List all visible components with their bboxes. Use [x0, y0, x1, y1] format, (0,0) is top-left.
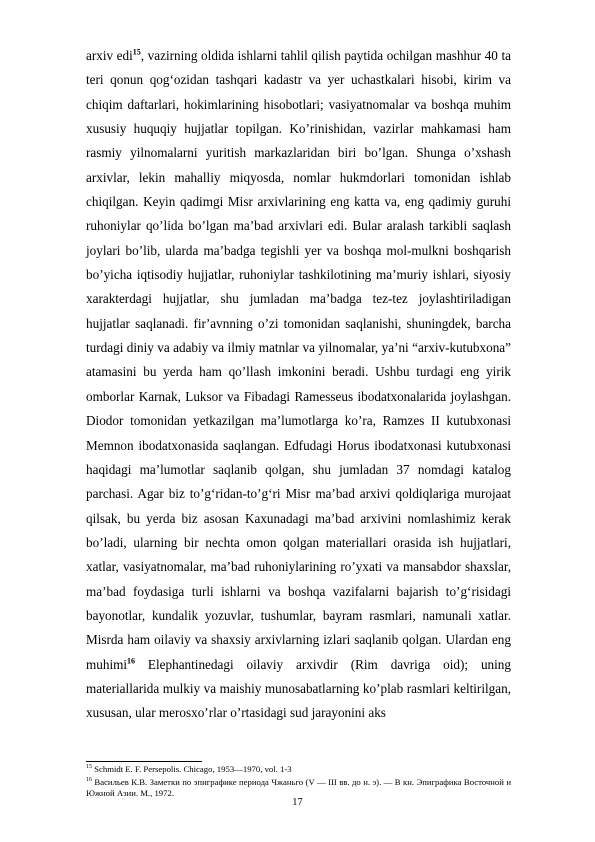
- footnote-mark: 16: [86, 776, 92, 783]
- footnote-reference-15[interactable]: 15: [132, 47, 141, 57]
- footnote-15: [86, 764, 511, 776]
- paragraph-text-part-2: , vazirning oldida ishlarni tahlil qilish paytida ochilgan mashhur 40 ta teri qonun qog‘ozidan tashqari kadastr va yer uchastkalari hisobi, kirim va chiqim daftarlari, hokimlarining hisobotlari; vasiyatnomalar va boshqa muhim xususiy huquqiy hujjatlar topilgan. Ko’rinishidan, vazirlar mahkamasi ham rasmiy yilnomalarni yuritish markazlaridan biri bo’lgan. Shunga o’xshash arxivlar, lekin mahalliy miqyosda, nomlar hukmdorlari tomonidan ishlab chiqilgan. Keyin qadimgi Misr arxivlarining eng katta va, eng qadimiy guruhi ruhoniylar qo’lida bo’lgan maʼbad arxivlari edi. Bular aralash tarkibli saqlash joylari bo’lib, ularda maʼbadga tegishli yer va boshqa mol-mulkni boshqarish bo’yicha iqtisodiy hujjatlar, ruhoniylar tashkilotining maʼmuriy ishlari, siyosiy xarakterdagi hujjatlar, shu jumladan maʼbadga tez-tez joylashtiriladigan hujjatlar saqlanadi. firʼavnning o’zi tomonidan saqlanishi, shuningdek, barcha turdagi diniy va adabiy va ilmiy matnlar va yilnomalar, yaʼni “arxiv-kutubxona” atamasini bu yerda ham qo’llash imkonini beradi. Ushbu turdagi eng yirik omborlar Karnak, Luksor va Fibadagi Ramesseus ibodatxonalarida joylashgan. Diodor tomonidan yetkazilgan maʼlumotlarga ko’ra, Ramzes II kutubxonasi Memnon ibodatxonasida saqlangan. Edfudagi Horus ibodatxonasi kutubxonasi haqidagi maʼlumotlar saqlanib qolgan, shu jumladan 37 nomdagi katalog parchasi. Agar biz to’g‘ridan-to’g‘ri Misr maʼbad arxivi qoldiqlariga murojaat qilsak, bu yerda biz asosan Kaxunadagi maʼbad arxivini nomlashimiz kerak bo’ladi, ularning bir nechta omon qolgan materiallari orasida ish hujjatlari, xatlar, vasiyatnomalar, maʼbad ruhoniylarining ro’yxati va mansabdor shaxslar, maʼbad foydasiga turli ishlarni va boshqa vazifalarni bajarish to’g‘risidagi bayonotlar, kundalik yozuvlar, tushumlar, bayram rasmlari, namunali xatlar. Misrda ham oilaviy va shaxsiy arxivlarning izlari saqlanib qolgan. Ulardan eng muhimi: [86, 48, 511, 672]
- footnotes-section: [86, 764, 511, 801]
- footnote-text: Schmidt E. F. Persepolis. Chicago, 1953—1970, vol. 1-3: [92, 764, 292, 774]
- footnote-text: Васильев К.В. Заметки по эпиграфике периода Чжаньго (V — III вв. до н. э). — В кн. Эпиграфика Восточной и Южной Азии. М., 1972.: [86, 776, 511, 799]
- page-number: 17: [292, 797, 303, 808]
- paragraph-text-part-3: Elephantinedagi oilaviy arxivdir (Rim davriga oid); uning materiallarida mulkiy va maishiy munosabatlarning ko’plab rasmlari keltirilgan, xususan, ular merosxo’rlar o’rtasidagi sud jarayonini aks: [86, 656, 511, 721]
- body-paragraph: [86, 44, 511, 726]
- footnote-separator: [86, 761, 202, 762]
- main-text-block: [86, 44, 511, 726]
- footnote-mark: 15: [86, 764, 92, 771]
- paragraph-text-part-1: arxiv edi: [86, 48, 133, 63]
- footnote-reference-16[interactable]: 16: [127, 656, 136, 666]
